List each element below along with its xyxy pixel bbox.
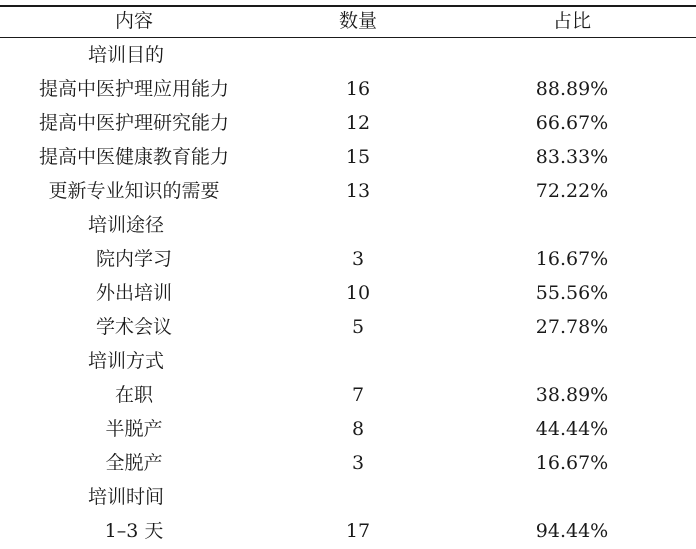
group-heading-row [0,344,696,378]
row-ratio: 72.22% [535,180,609,202]
table-row [0,242,696,276]
row-count: 17 [345,520,371,542]
group-heading-row [0,480,696,514]
row-count: 16 [345,78,371,100]
row-content: 在职 [114,384,153,406]
row-ratio: 55.56% [535,282,609,304]
row-ratio: 88.89% [535,78,609,100]
row-count: 3 [351,248,365,270]
row-count: 12 [345,112,371,134]
table-row [0,446,696,480]
row-ratio: 38.89% [535,384,609,406]
row-ratio: 83.33% [535,146,609,168]
row-ratio: 66.67% [535,112,609,134]
row-count [268,480,448,514]
group-heading: 培训目的 [87,44,164,66]
table-row [0,140,696,174]
header-count: 数量 [338,10,377,32]
table-row [0,310,696,344]
row-count: 15 [345,146,371,168]
row-ratio [448,208,696,242]
row-count: 10 [345,282,371,304]
table-row [0,276,696,310]
table-row [0,106,696,140]
row-content: 外出培训 [95,282,172,304]
table-row [0,514,696,548]
group-heading-row [0,208,696,242]
row-ratio [448,480,696,514]
row-count [268,208,448,242]
group-heading: 培训途径 [87,214,164,236]
row-content: 学术会议 [95,316,172,338]
table-row [0,378,696,412]
row-count: 13 [345,180,371,202]
row-count: 8 [351,418,365,440]
row-ratio: 44.44% [535,418,609,440]
table-row [0,72,696,106]
row-count: 7 [351,384,365,406]
row-content: 1–3 天 [104,520,164,542]
row-count: 3 [351,452,365,474]
row-ratio [448,38,696,72]
row-content: 院内学习 [95,248,172,270]
header-ratio: 占比 [552,10,591,32]
row-ratio: 16.67% [535,248,609,270]
row-content: 更新专业知识的需要 [48,180,220,202]
group-heading-row [0,38,696,72]
row-content: 半脱产 [105,418,163,440]
table-row [0,412,696,446]
header-content: 内容 [114,10,153,32]
table-row [0,174,696,208]
row-ratio: 16.67% [535,452,609,474]
row-ratio: 27.78% [535,316,609,338]
row-ratio [448,344,696,378]
row-count [268,38,448,72]
group-heading: 培训时间 [87,486,164,508]
row-ratio: 94.44% [535,520,609,542]
group-heading: 培训方式 [87,350,164,372]
row-content: 提高中医护理应用能力 [38,78,229,100]
table-header-row [0,4,696,38]
row-count [268,344,448,378]
row-content: 提高中医护理研究能力 [38,112,229,134]
row-count: 5 [351,316,365,338]
row-content: 全脱产 [105,452,163,474]
row-content: 提高中医健康教育能力 [38,146,229,168]
